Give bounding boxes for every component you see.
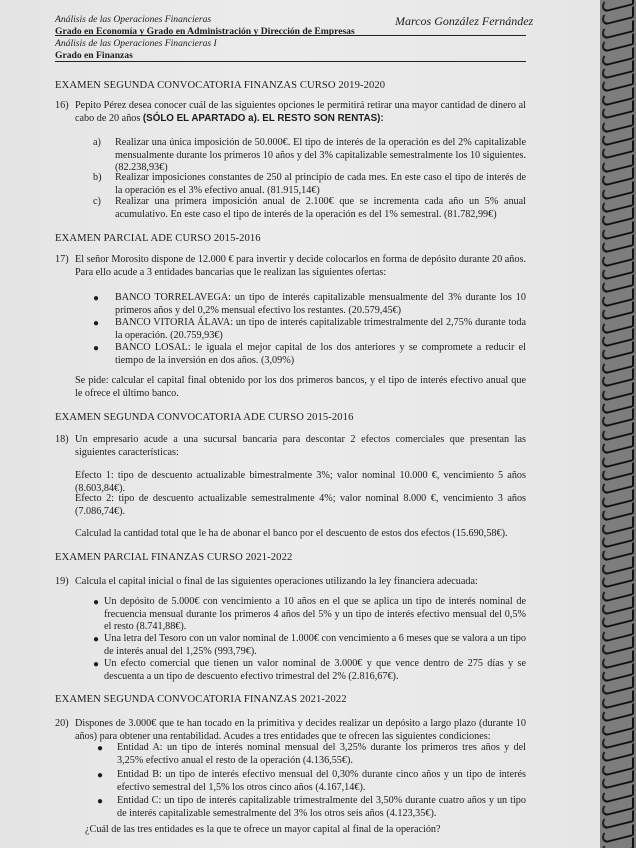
header-degree-2: Grado en Finanzas xyxy=(55,50,133,61)
question-body: Pepito Pérez desea conocer cuál de las siguientes opciones le permitirá retirar una mayor cantidad de dinero al cabo de 20 años xyxy=(75,100,526,124)
header-divider xyxy=(55,35,526,36)
list-item: Una letra del Tesoro con un valor nominal de 1.000€ con vencimiento a 6 meses que se valora a un tipo de interés anual del 1,25% (993,79€). xyxy=(104,633,526,657)
section-title: EXAMEN PARCIAL ADE CURSO 2015-2016 xyxy=(55,233,261,244)
question-number: 16) xyxy=(55,100,69,111)
question-number: 17) xyxy=(55,254,69,265)
item-label: a) xyxy=(93,137,101,148)
question-text: Un empresario acude a una sucursal bancaria para descontar 2 efectos comerciales que presentan las siguientes características: xyxy=(75,434,526,458)
list-item: Entidad B: un tipo de interés efectivo mensual del 0,30% durante cinco años y un tipo de interés efectivo semestral del 1,5% los otros cinco años (4.167,14€). xyxy=(117,769,526,793)
bullet-icon: ● xyxy=(93,597,100,608)
list-item: Un efecto comercial que tienen un valor nominal de 3.000€ y que vence dentro de 275 días y se descuenta a un tipo de descuento efectivo trimestral del 2% (2.816,67€). xyxy=(104,658,526,682)
bullet-icon: ● xyxy=(93,343,100,354)
question-task: Se pide: calcular el capital final obtenido por los dos primeros bancos, y el tipo de interés efectivo anual que le ofrece el último banco. xyxy=(75,375,526,399)
list-item: Entidad C: un tipo de interés capitalizable trimestralmente del 3,50% durante cuatro años y un tipo de interés capitalizable semestralmente del 3% los otros seis años (4.123,35€). xyxy=(117,795,526,819)
section-title: EXAMEN PARCIAL FINANZAS CURSO 2021-2022 xyxy=(55,552,293,563)
section-title: EXAMEN SEGUNDA CONVOCATORIA FINANZAS CURSO 2019-2020 xyxy=(55,80,386,91)
section-title: EXAMEN SEGUNDA CONVOCATORIA ADE CURSO 2015-2016 xyxy=(55,412,354,423)
question-text: El señor Morosito dispone de 12.000 € para invertir y decide colocarlos en forma de depósito durante 20 años. Para ello acude a 3 entidades bancarias que le realizan las siguientes ofertas: xyxy=(75,254,526,278)
question-text: Dispones de 3.000€ que te han tocado en la primitiva y decides realizar un depósito a largo plazo (durante 10 años) para obtener una rentabilidad. Acudes a tres entidades que te ofrecen las siguientes condiciones: xyxy=(75,718,526,742)
header-course: Análisis de las Operaciones Financieras xyxy=(55,14,212,25)
list-item: BANCO TORRELAVEGA: un tipo de interés capitalizable mensualmente del 3% durante los 10 primeros años y del 0,2% mensual efectivo los restantes. (20.579,45€) xyxy=(115,292,526,316)
question-task: ¿Cuál de las tres entidades es la que te ofrece un mayor capital al final de la operación? xyxy=(85,824,441,835)
item-text: Realizar imposiciones constantes de 250 al principio de cada mes. En este caso el tipo de interés de la operación es el 3% efectivo anual. (81.915,14€) xyxy=(115,172,526,196)
question-text xyxy=(75,100,526,125)
bullet-icon: ● xyxy=(97,770,104,781)
header-course-2: Análisis de las Operaciones Financieras I xyxy=(55,38,217,49)
list-item: Entidad A: un tipo de interés nominal mensual del 3,25% durante los primeros tres años y del 3,25% efectivo anual el resto de la operación (4.136,55€). xyxy=(117,742,526,766)
question-note: (SÓLO EL APARTADO a). EL RESTO SON RENTAS): xyxy=(142,112,384,124)
list-item: BANCO LOSAL: le iguala el mejor capital de los dos anteriores y se compromete a reducir el tiempo de la inversión en dos años. (3,09%) xyxy=(115,342,526,366)
question-task: Calculad la cantidad total que le ha de abonar el banco por el descuento de estos dos efectos (15.690,58€). xyxy=(75,528,508,539)
bullet-icon: ● xyxy=(97,796,104,807)
item-label: c) xyxy=(93,196,101,207)
efecto-2: Efecto 2: tipo de descuento actualizable semestralmente 4%; valor nominal 8.000 €, vencimiento 3 años (7.086,74€). xyxy=(75,493,526,517)
bullet-icon: ● xyxy=(93,293,100,304)
bullet-icon: ● xyxy=(93,634,100,645)
item-text: Realizar una única imposición de 50.000€. El tipo de interés de la operación es del 2% capitalizable mensualmente durante los primeros 10 años y del 3% capitalizable semestralmente los 10 siguientes. (82.238,93€) xyxy=(115,137,526,174)
efecto-1: Efecto 1: tipo de descuento actualizable bimestralmente 3%; valor nominal 10.000 €, vencimiento 5 años (8.603,84€). xyxy=(75,470,526,494)
bullet-icon: ● xyxy=(93,659,100,670)
section-title: EXAMEN SEGUNDA CONVOCATORIA FINANZAS 2021-2022 xyxy=(55,694,347,705)
question-number: 20) xyxy=(55,718,69,729)
header-author: Marcos González Fernández xyxy=(395,14,534,28)
question-number: 19) xyxy=(55,576,69,587)
bullet-icon: ● xyxy=(97,743,104,754)
question-number: 18) xyxy=(55,434,69,445)
item-label: b) xyxy=(93,172,102,183)
list-item: BANCO VITORIA ÁLAVA: un tipo de interés capitalizable trimestralmente del 2,75% durante toda la operación. (20.759,93€) xyxy=(115,317,526,341)
bullet-icon: ● xyxy=(93,318,100,329)
header-degree: Grado en Economía y Grado en Administración y Dirección de Empresas xyxy=(55,26,355,37)
spiral-binding xyxy=(600,0,636,848)
question-text: Calcula el capital inicial o final de las siguientes operaciones utilizando la ley financiera adecuada: xyxy=(75,576,478,587)
list-item: Un depósito de 5.000€ con vencimiento a 10 años en el que se aplica un tipo de interés nominal de frecuencia mensual durante los primeros 4 años del 5% y un tipo de interés efectivo mensual del 0,5% el resto (8.741,88€). xyxy=(104,596,526,633)
header-divider-bottom xyxy=(55,61,526,62)
item-text: Realizar una primera imposición anual de 2.100€ que se incrementa cada año un 5% anual acumulativo. En este caso el tipo de interés de la operación es del 1% semestral. (81.782,99€) xyxy=(115,196,526,220)
